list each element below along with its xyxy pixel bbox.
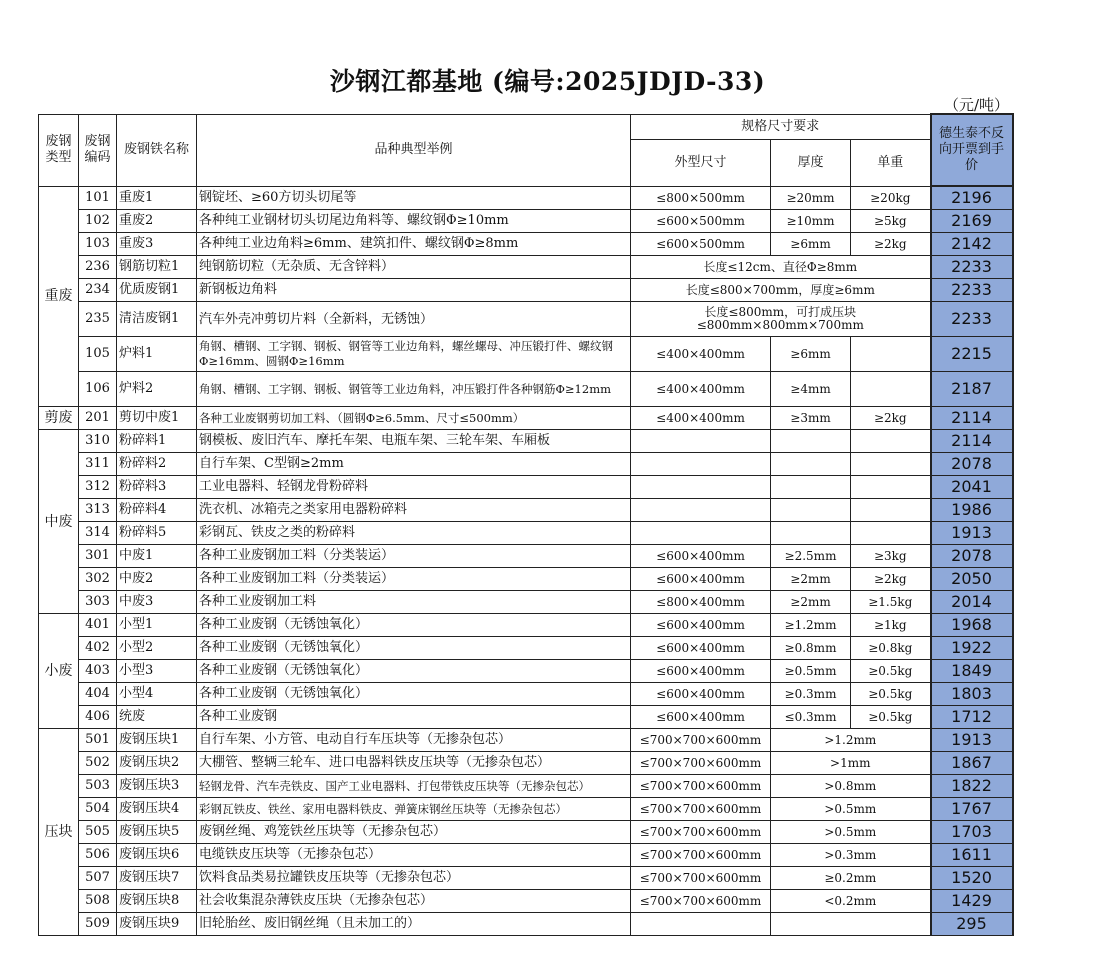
spec-thickness-weight: >0.8mm [771,775,931,798]
spec-outer [631,476,771,499]
spec-thickness [771,499,851,522]
spec-weight: ≥2kg [851,568,931,591]
scrap-name: 粉碎料5 [117,522,197,545]
spec-thickness: ≥20mm [771,186,851,210]
table-row [39,890,1013,913]
spec-thickness: ≥0.5mm [771,660,851,683]
price-value: 1712 [931,706,1013,729]
scrap-code: 502 [79,752,117,775]
table-row [39,867,1013,890]
spec-outer: ≤400×400mm [631,372,771,407]
spec-outer: ≤600×500mm [631,210,771,233]
scrap-name: 小型2 [117,637,197,660]
price-value: 2078 [931,453,1013,476]
spec-thickness: ≥10mm [771,210,851,233]
spec-thickness: ≥3mm [771,407,851,430]
price-table [38,113,1014,936]
scrap-example: 电缆铁皮压块等（无掺杂包芯） [197,844,631,867]
scrap-name: 粉碎料4 [117,499,197,522]
scrap-name: 中废1 [117,545,197,568]
spec-weight: ≥0.5kg [851,706,931,729]
spec-weight: ≥0.5kg [851,660,931,683]
spec-thickness: ≤0.3mm [771,706,851,729]
scrap-name: 中废3 [117,591,197,614]
header-name: 废钢铁名称 [117,114,197,186]
header-thickness: 厚度 [771,139,851,186]
price-value: 2041 [931,476,1013,499]
spec-outer: ≤600×400mm [631,660,771,683]
scrap-name: 废钢压块1 [117,729,197,752]
spec-outer: ≤700×700×600mm [631,821,771,844]
scrap-name: 废钢压块5 [117,821,197,844]
price-value: 2196 [931,186,1013,210]
table-row [39,186,1013,210]
price-value: 2114 [931,407,1013,430]
table-header [39,114,1013,186]
scrap-name: 粉碎料3 [117,476,197,499]
scrap-name: 重废1 [117,186,197,210]
category-type: 重废 [39,186,79,407]
table-row [39,706,1013,729]
spec-thickness: ≥2.5mm [771,545,851,568]
price-value: 1913 [931,729,1013,752]
header-outer: 外型尺寸 [631,139,771,186]
price-value: 2169 [931,210,1013,233]
scrap-name: 废钢压块3 [117,775,197,798]
table-row [39,337,1013,372]
table-row [39,614,1013,637]
spec-outer: ≤700×700×600mm [631,798,771,821]
spec-thickness: ≥6mm [771,337,851,372]
scrap-example: 钢锭坯、≥60方切头切尾等 [197,186,631,210]
scrap-name: 废钢压块2 [117,752,197,775]
price-value: 1822 [931,775,1013,798]
spec-outer: ≤400×400mm [631,407,771,430]
table-row [39,372,1013,407]
scrap-example: 轻钢龙骨、汽车壳铁皮、国产工业电器料、打包带铁皮压块等（无掺杂包芯） [197,775,631,798]
table-row [39,499,1013,522]
scrap-example: 汽车外壳冲剪切片料（全新料，无锈蚀） [197,302,631,337]
table-row [39,453,1013,476]
spec-thickness-weight: >1.2mm [771,729,931,752]
table-row [39,752,1013,775]
scrap-code: 503 [79,775,117,798]
spec-weight: ≥1kg [851,614,931,637]
spec-weight [851,453,931,476]
scrap-code: 310 [79,430,117,453]
scrap-code: 235 [79,302,117,337]
scrap-code: 505 [79,821,117,844]
header-example: 品种典型举例 [197,114,631,186]
price-value: 2187 [931,372,1013,407]
price-value: 2215 [931,337,1013,372]
price-value: 2142 [931,233,1013,256]
scrap-name: 重废3 [117,233,197,256]
table-row [39,545,1013,568]
scrap-example: 各种工业废钢加工料 [197,591,631,614]
scrap-example: 各种纯工业边角料≥6mm、建筑扣件、螺纹钢Φ≥8mm [197,233,631,256]
scrap-code: 508 [79,890,117,913]
spec-weight: ≥2kg [851,407,931,430]
spec-merged: 长度≤800×700mm，厚度≥6mm [631,279,931,302]
scrap-name: 废钢压块6 [117,844,197,867]
scrap-name: 小型3 [117,660,197,683]
scrap-code: 234 [79,279,117,302]
scrap-code: 504 [79,798,117,821]
spec-weight: ≥0.5kg [851,683,931,706]
scrap-example: 工业电器料、轻钢龙骨粉碎料 [197,476,631,499]
price-value: 2233 [931,256,1013,279]
spec-outer [631,430,771,453]
spec-outer: ≤700×700×600mm [631,844,771,867]
scrap-example: 自行车架、小方管、电动自行车压块等（无掺杂包芯） [197,729,631,752]
spec-thickness: ≥2mm [771,568,851,591]
scrap-name: 小型1 [117,614,197,637]
spec-weight: ≥20kg [851,186,931,210]
category-type: 中废 [39,430,79,614]
scrap-example: 角钢、槽钢、工字钢、钢板、钢管等工业边角料，冲压锻打件各种钢筋Φ≥12mm [197,372,631,407]
scrap-name: 剪切中废1 [117,407,197,430]
spec-outer: ≤600×400mm [631,545,771,568]
table-row [39,591,1013,614]
category-type: 小废 [39,614,79,729]
price-value: 1429 [931,890,1013,913]
spec-thickness: ≥1.2mm [771,614,851,637]
header-spec: 规格尺寸要求 [631,114,931,139]
price-value: 1767 [931,798,1013,821]
price-value: 1803 [931,683,1013,706]
spec-thickness: ≥2mm [771,591,851,614]
spec-weight [851,499,931,522]
table-body [39,186,1013,936]
spec-weight [851,476,931,499]
spec-weight: ≥2kg [851,233,931,256]
scrap-code: 301 [79,545,117,568]
scrap-code: 105 [79,337,117,372]
table-row [39,407,1013,430]
spec-weight: ≥3kg [851,545,931,568]
scrap-code: 402 [79,637,117,660]
spec-thickness-weight: >0.3mm [771,844,931,867]
spec-weight [851,430,931,453]
spec-outer: ≤700×700×600mm [631,729,771,752]
scrap-example: 彩钢瓦铁皮、铁丝、家用电器料铁皮、弹簧床钢丝压块等（无掺杂包芯） [197,798,631,821]
scrap-example: 新钢板边角料 [197,279,631,302]
scrap-name: 废钢压块9 [117,913,197,936]
spec-outer [631,522,771,545]
scrap-example: 各种工业废钢（无锈蚀氧化） [197,660,631,683]
scrap-example: 废钢丝绳、鸡笼铁丝压块等（无掺杂包芯） [197,821,631,844]
spec-thickness-weight: >0.5mm [771,821,931,844]
table-row [39,913,1013,936]
scrap-code: 102 [79,210,117,233]
category-type: 压块 [39,729,79,936]
scrap-code: 404 [79,683,117,706]
scrap-code: 101 [79,186,117,210]
spec-outer: ≤700×700×600mm [631,752,771,775]
scrap-code: 314 [79,522,117,545]
scrap-example: 纯钢筋切粒（无杂质、无含锌料） [197,256,631,279]
scrap-code: 311 [79,453,117,476]
scrap-example: 各种纯工业钢材切头切尾边角料等、螺纹钢Φ≥10mm [197,210,631,233]
scrap-code: 403 [79,660,117,683]
table-row [39,798,1013,821]
scrap-code: 406 [79,706,117,729]
scrap-example: 饮料食品类易拉罐铁皮压块等（无掺杂包芯） [197,867,631,890]
table-row [39,522,1013,545]
scrap-code: 501 [79,729,117,752]
category-type: 剪废 [39,407,79,430]
scrap-example: 各种工业废钢 [197,706,631,729]
scrap-example: 角钢、槽钢、工字钢、钢板、钢管等工业边角料，螺丝螺母、冲压锻打件、螺纹钢Φ≥16mm、圆钢Φ≥16mm [197,337,631,372]
spec-thickness-weight: ≥0.2mm [771,867,931,890]
scrap-example: 自行车架、C型钢≥2mm [197,453,631,476]
spec-thickness: ≥6mm [771,233,851,256]
scrap-name: 炉料1 [117,337,197,372]
price-value: 2078 [931,545,1013,568]
price-value: 295 [931,913,1013,936]
table-row [39,660,1013,683]
spec-outer: ≤600×400mm [631,637,771,660]
scrap-example: 各种工业废钢（无锈蚀氧化） [197,614,631,637]
spec-outer: ≤800×500mm [631,186,771,210]
scrap-name: 清洁废钢1 [117,302,197,337]
scrap-code: 236 [79,256,117,279]
header-type: 废钢类型 [39,114,79,186]
spec-thickness-weight: >1mm [771,752,931,775]
price-value: 1986 [931,499,1013,522]
table-row [39,476,1013,499]
price-value: 2014 [931,591,1013,614]
scrap-code: 103 [79,233,117,256]
spec-merged: 长度≤12cm、直径Φ≥8mm [631,256,931,279]
price-value: 1611 [931,844,1013,867]
scrap-example: 各种工业废钢（无锈蚀氧化） [197,637,631,660]
spec-thickness [771,522,851,545]
spec-thickness [771,453,851,476]
table-row [39,844,1013,867]
scrap-code: 507 [79,867,117,890]
spec-outer: ≤700×700×600mm [631,890,771,913]
spec-weight [851,337,931,372]
table-row [39,637,1013,660]
spec-thickness-weight: >0.5mm [771,798,931,821]
scrap-example: 旧轮胎丝、废旧钢丝绳（且未加工的） [197,913,631,936]
header-weight: 单重 [851,139,931,186]
price-value: 1867 [931,752,1013,775]
table-row [39,233,1013,256]
spec-merged: 长度≤800mm，可打成压块≤800mm×800mm×700mm [631,302,931,337]
scrap-name: 小型4 [117,683,197,706]
scrap-code: 106 [79,372,117,407]
spec-thickness: ≥4mm [771,372,851,407]
scrap-code: 509 [79,913,117,936]
scrap-example: 各种工业废钢剪切加工料、（圆钢Φ≥6.5mm、尺寸≤500mm） [197,407,631,430]
scrap-name: 优质废钢1 [117,279,197,302]
scrap-name: 废钢压块4 [117,798,197,821]
scrap-code: 312 [79,476,117,499]
scrap-example: 大棚管、整辆三轮车、进口电器料铁皮压块等（无掺杂包芯） [197,752,631,775]
price-value: 2233 [931,302,1013,337]
table-row [39,729,1013,752]
scrap-example: 钢模板、废旧汽车、摩托车架、电瓶车架、三轮车架、车厢板 [197,430,631,453]
spec-outer: ≤700×700×600mm [631,867,771,890]
spec-thickness [771,476,851,499]
scrap-code: 303 [79,591,117,614]
spec-thickness-weight [771,913,931,936]
price-value: 1922 [931,637,1013,660]
scrap-example: 各种工业废钢加工料（分类装运） [197,568,631,591]
spec-weight: ≥5kg [851,210,931,233]
spec-weight [851,372,931,407]
scrap-name: 重废2 [117,210,197,233]
table-row [39,256,1013,279]
spec-thickness-weight: <0.2mm [771,890,931,913]
table-row [39,302,1013,337]
scrap-code: 401 [79,614,117,637]
spec-weight: ≥1.5kg [851,591,931,614]
price-value: 1703 [931,821,1013,844]
scrap-code: 302 [79,568,117,591]
spec-thickness: ≥0.8mm [771,637,851,660]
scrap-name: 炉料2 [117,372,197,407]
table-row [39,210,1013,233]
scrap-name: 中废2 [117,568,197,591]
scrap-name: 统废 [117,706,197,729]
scrap-example: 各种工业废钢（无锈蚀氧化） [197,683,631,706]
spec-weight [851,522,931,545]
spec-outer: ≤600×400mm [631,706,771,729]
price-value: 1913 [931,522,1013,545]
scrap-code: 313 [79,499,117,522]
spec-outer: ≤600×400mm [631,683,771,706]
scrap-name: 废钢压块8 [117,890,197,913]
spec-outer [631,499,771,522]
table-row [39,683,1013,706]
price-value: 1849 [931,660,1013,683]
table-row [39,821,1013,844]
price-value: 2050 [931,568,1013,591]
scrap-example: 各种工业废钢加工料（分类装运） [197,545,631,568]
spec-outer [631,913,771,936]
scrap-example: 彩钢瓦、铁皮之类的粉碎料 [197,522,631,545]
price-value: 1520 [931,867,1013,890]
header-price: 德生泰不反向开票到手价 [931,114,1013,186]
scrap-example: 洗衣机、冰箱壳之类家用电器粉碎料 [197,499,631,522]
unit-label: （元/吨） [944,96,1010,114]
spec-outer: ≤400×400mm [631,337,771,372]
scrap-code: 506 [79,844,117,867]
table-row [39,430,1013,453]
scrap-name: 钢筋切粒1 [117,256,197,279]
spec-outer: ≤700×700×600mm [631,775,771,798]
spec-outer: ≤600×400mm [631,614,771,637]
price-value: 1968 [931,614,1013,637]
price-value: 2114 [931,430,1013,453]
scrap-name: 粉碎料1 [117,430,197,453]
scrap-name: 废钢压块7 [117,867,197,890]
spec-thickness: ≥0.3mm [771,683,851,706]
spec-thickness [771,430,851,453]
spec-outer [631,453,771,476]
scrap-name: 粉碎料2 [117,453,197,476]
table-row [39,568,1013,591]
spec-weight: ≥0.8kg [851,637,931,660]
price-value: 2233 [931,279,1013,302]
table-row [39,775,1013,798]
table-row [39,279,1013,302]
spec-outer: ≤600×500mm [631,233,771,256]
spec-outer: ≤800×400mm [631,591,771,614]
scrap-example: 社会收集混杂薄铁皮压块（无掺杂包芯） [197,890,631,913]
spec-outer: ≤600×400mm [631,568,771,591]
page-title: 沙钢江都基地 (编号:2025JDJD-33) [329,67,766,96]
scrap-code: 201 [79,407,117,430]
header-code: 废钢编码 [79,114,117,186]
